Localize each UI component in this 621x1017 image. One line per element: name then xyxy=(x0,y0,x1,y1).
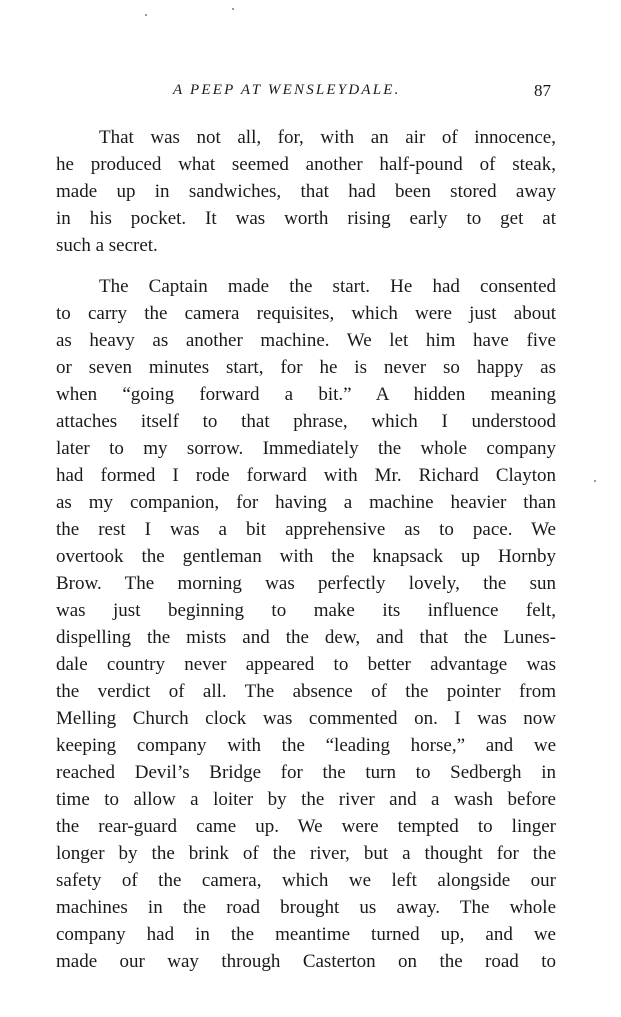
text-line: Brow. The morning was perfectly lovely, the sun xyxy=(56,573,556,594)
text-line: keeping company with the “leading horse,” and we xyxy=(56,735,556,756)
page-header xyxy=(0,82,621,106)
text-line: company had in the meantime turned up, and we xyxy=(56,924,556,945)
text-line: the rest I was a bit apprehensive as to pace. We xyxy=(56,519,556,540)
page-number: 87 xyxy=(534,81,551,100)
text-line: made up in sandwiches, that had been stored away xyxy=(56,181,556,202)
text-line: safety of the camera, which we left alongside our xyxy=(56,870,556,891)
text-line: the rear-guard came up. We were tempted to linger xyxy=(56,816,556,837)
text-line: dispelling the mists and the dew, and that the Lunes- xyxy=(56,627,556,648)
text-line: or seven minutes start, for he is never so happy as xyxy=(56,357,556,378)
paragraph-spacer xyxy=(56,259,556,273)
text-line: such a secret. xyxy=(56,235,158,256)
text-line: overtook the gentleman with the knapsack up Hornby xyxy=(56,546,556,567)
print-speck xyxy=(232,8,234,10)
text-line: made our way through Casterton on the road to xyxy=(56,951,556,972)
text-line: longer by the brink of the river, but a thought for the xyxy=(56,843,556,864)
text-line: That was not all, for, with an air of innocence, xyxy=(99,127,556,148)
text-line: had formed I rode forward with Mr. Richard Clayton xyxy=(56,465,556,486)
text-line: in his pocket. It was worth rising early to get at xyxy=(56,208,556,229)
paragraph-1 xyxy=(56,124,556,259)
text-line: when “going forward a bit.” A hidden meaning xyxy=(56,384,556,405)
text-line: he produced what seemed another half-pound of steak, xyxy=(56,154,556,175)
text-line: Melling Church clock was commented on. I was now xyxy=(56,708,556,729)
paragraph-2 xyxy=(56,273,556,975)
text-line: the verdict of all. The absence of the pointer from xyxy=(56,681,556,702)
body-text xyxy=(56,124,556,975)
text-line: later to my sorrow. Immediately the whole company xyxy=(56,438,556,459)
text-line: dale country never appeared to better advantage was xyxy=(56,654,556,675)
text-line: The Captain made the start. He had consented xyxy=(99,276,556,297)
text-line: reached Devil’s Bridge for the turn to Sedbergh in xyxy=(56,762,556,783)
print-speck xyxy=(145,14,147,16)
print-speck xyxy=(594,480,596,482)
text-line: as heavy as another machine. We let him have five xyxy=(56,330,556,351)
text-line: as my companion, for having a machine heavier than xyxy=(56,492,556,513)
text-line: attaches itself to that phrase, which I understood xyxy=(56,411,556,432)
text-line: was just beginning to make its influence felt, xyxy=(56,600,556,621)
text-line: time to allow a loiter by the river and a wash before xyxy=(56,789,556,810)
text-line: to carry the camera requisites, which were just about xyxy=(56,303,556,324)
text-line: machines in the road brought us away. The whole xyxy=(56,897,556,918)
running-title: A PEEP AT WENSLEYDALE. xyxy=(173,82,401,98)
